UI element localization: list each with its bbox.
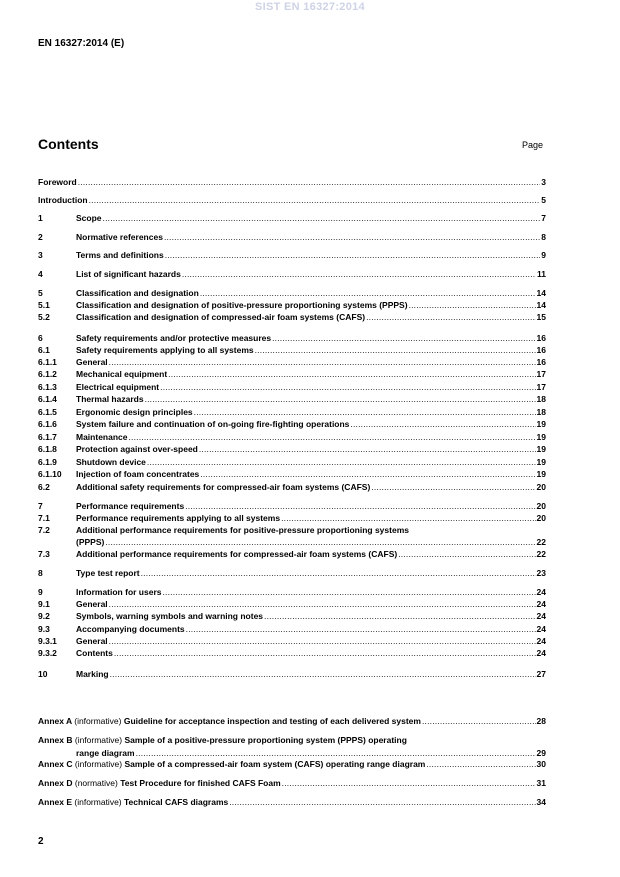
page-column-label: Page [522, 140, 544, 150]
dot-leader [140, 567, 536, 579]
toc-entry-page: 19 [536, 457, 546, 467]
toc-entry-title: Additional safety requirements for compressed-air foam systems (CAFS) [76, 482, 371, 492]
toc-entry-number: 5.1 [38, 300, 50, 310]
annex-title: Sample of a positive-pressure proportioning system (PPPS) operating [124, 735, 407, 745]
toc-entry-page: 15 [536, 312, 546, 322]
toc-entry-page: 14 [536, 300, 546, 310]
toc-entry-page: 20 [536, 513, 546, 523]
toc-entry-title: Performance requirements [76, 501, 185, 511]
annex-kind: (informative) [74, 797, 122, 807]
annex-label: Annex D [38, 778, 73, 788]
dot-leader [113, 647, 536, 659]
toc-entry-page: 24 [536, 587, 546, 597]
dot-leader [108, 356, 536, 368]
toc-entry-title: Injection of foam concentrates [76, 469, 200, 479]
annex-entry-title [38, 796, 228, 808]
toc-entry[interactable] [38, 468, 546, 480]
toc-entry-title: Mechanical equipment [76, 369, 168, 379]
toc-entry[interactable] [38, 610, 546, 622]
toc-entry-number: 6.1.6 [38, 419, 57, 429]
toc-entry-page: 23 [536, 568, 546, 578]
toc-entry-page: 17 [536, 369, 546, 379]
toc-entry-title: Shutdown device [76, 457, 146, 467]
dot-leader [349, 418, 535, 430]
annex-entry-page: 29 [536, 748, 546, 758]
toc-entry-number: 9.2 [38, 611, 50, 621]
annex-entry-page: 30 [536, 759, 546, 769]
dot-leader [199, 468, 535, 480]
toc-entry-page: 19 [536, 469, 546, 479]
dot-leader [108, 598, 536, 610]
toc-entry-number: 9 [38, 587, 43, 597]
toc-entry[interactable] [38, 586, 546, 598]
dot-leader [161, 586, 535, 598]
dot-leader [370, 481, 535, 493]
annex-title-continued: range diagram [76, 748, 135, 758]
annex-entry-title [38, 715, 421, 727]
toc-entry-number: 6.1.10 [38, 469, 62, 479]
toc-entry-title: Information for users [76, 587, 162, 597]
dot-leader [280, 512, 535, 524]
toc-entry-title: Thermal hazards [76, 394, 144, 404]
toc-entry-title: Safety requirements applying to all systems [76, 345, 254, 355]
toc-entry[interactable] [38, 635, 546, 647]
dot-leader [128, 431, 536, 443]
toc-entry[interactable] [38, 548, 546, 560]
dot-leader [185, 623, 536, 635]
toc-entry-number: 3 [38, 250, 43, 260]
toc-entry-title: Normative references [76, 232, 163, 242]
annex-entry[interactable] [38, 715, 546, 727]
toc-entry-page: 20 [536, 501, 546, 511]
dot-leader [365, 311, 535, 323]
dot-leader [164, 249, 541, 261]
toc-entry-page: 24 [536, 599, 546, 609]
toc-entry[interactable] [38, 194, 546, 206]
toc-entry-page: 9 [541, 250, 546, 260]
toc-entry-number: 6.1.1 [38, 357, 57, 367]
toc-entry[interactable] [38, 647, 546, 659]
dot-leader [108, 635, 536, 647]
dot-leader [159, 381, 535, 393]
dot-leader [193, 406, 536, 418]
toc-entry-page: 20 [536, 482, 546, 492]
toc-entry-page: 19 [536, 432, 546, 442]
dot-leader [167, 368, 535, 380]
toc-entry-title: Maintenance [76, 432, 128, 442]
toc-entry-title: General [76, 636, 108, 646]
toc-entry-continuation[interactable] [38, 536, 546, 548]
toc-entry-number: 9.1 [38, 599, 50, 609]
toc-entry[interactable] [38, 456, 546, 468]
toc-entry[interactable] [38, 368, 546, 380]
dot-leader [421, 715, 536, 727]
watermark: SIST EN 16327:2014 [255, 1, 365, 13]
toc-entry-page: 19 [536, 419, 546, 429]
toc-entry-title: Type test report [76, 568, 140, 578]
annex-label: Annex E [38, 797, 73, 807]
toc-entry-page: 11 [537, 269, 546, 279]
toc-entry-title-continued: (PPPS) [76, 537, 105, 547]
toc-entry-page: 17 [536, 382, 546, 392]
toc-entry-number: 9.3.1 [38, 636, 57, 646]
toc-entry-number: 6 [38, 333, 43, 343]
toc-entry-number: 6.2 [38, 482, 50, 492]
toc-entry[interactable] [38, 231, 546, 243]
toc-entry-number: 9.3 [38, 624, 50, 634]
toc-entry-page: 18 [536, 407, 546, 417]
toc-entry-title: Terms and definitions [76, 250, 164, 260]
annex-title: Sample of a compressed-air foam system (CAFS) operating range diagram [124, 759, 426, 769]
toc-entry-page: 22 [536, 549, 546, 559]
toc-entry-title: Symbols, warning symbols and warning notes [76, 611, 264, 621]
annex-kind: (informative) [74, 759, 123, 769]
annex-kind: (informative) [74, 716, 122, 726]
toc-entry[interactable] [38, 287, 546, 299]
annex-label: Annex C [38, 759, 73, 769]
toc-entry[interactable] [38, 299, 546, 311]
toc-entry-page: 22 [536, 537, 546, 547]
toc-entry-number: 4 [38, 269, 43, 279]
toc-entry-page: 24 [536, 611, 546, 621]
dot-leader [88, 194, 541, 206]
toc-entry[interactable] [38, 268, 546, 280]
toc-entry-number: 7.2 [38, 525, 50, 535]
toc-entry-number: 6.1.3 [38, 382, 57, 392]
annex-label: Annex A [38, 716, 72, 726]
toc-entry-title: Classification and designation of positive-pressure proportioning systems (PPPS) [76, 300, 408, 310]
toc-entry-number: 6.1 [38, 345, 50, 355]
toc-entry-title: Marking [76, 669, 109, 679]
toc-entry-title: Accompanying documents [76, 624, 185, 634]
toc-entry-page: 14 [536, 288, 546, 298]
dot-leader [109, 668, 536, 680]
toc-entry-number: 1 [38, 213, 43, 223]
toc-entry-page: 24 [536, 624, 546, 634]
dot-leader [146, 456, 536, 468]
toc-entry-title: Additional performance requirements for compressed-air foam systems (CAFS) [76, 549, 398, 559]
annex-entry-title [38, 777, 281, 789]
document-id: EN 16327:2014 (E) [38, 38, 125, 49]
dot-leader [77, 176, 541, 188]
toc-entry-number: 10 [38, 669, 48, 679]
dot-leader [163, 231, 540, 243]
dot-leader [184, 500, 535, 512]
dot-leader [425, 758, 535, 770]
dot-leader [254, 344, 536, 356]
toc-entry-title: Additional performance requirements for positive-pressure proportioning systems [76, 525, 409, 535]
toc-entry-page: 16 [536, 345, 546, 355]
toc-entry-number: 8 [38, 568, 43, 578]
toc-entry-number: 5 [38, 288, 43, 298]
toc-entry[interactable] [38, 344, 546, 356]
page-title: Contents [38, 136, 99, 152]
toc-entry[interactable] [38, 418, 546, 430]
annex-entry[interactable] [38, 796, 546, 808]
dot-leader [144, 393, 536, 405]
toc-entry-page: 24 [536, 636, 546, 646]
toc-entry[interactable] [38, 249, 546, 261]
toc-entry-title: Ergonomic design principles [76, 407, 193, 417]
toc-entry-title: Performance requirements applying to all systems [76, 513, 281, 523]
page-number: 2 [38, 836, 44, 847]
toc-entry-number: 5.2 [38, 312, 50, 322]
toc-entry[interactable] [38, 481, 546, 493]
toc-entry[interactable] [38, 598, 546, 610]
toc-entry-number: 6.1.4 [38, 394, 57, 404]
toc-entry-title: General [76, 599, 108, 609]
toc-entry[interactable] [38, 500, 546, 512]
toc-entry-page: 5 [541, 195, 546, 205]
toc-entry-title: General [76, 357, 108, 367]
toc-entry-page: 24 [536, 648, 546, 658]
toc-entry-number: 7.3 [38, 549, 50, 559]
toc-entry[interactable] [38, 524, 546, 536]
toc-entry-title: Protection against over-speed [76, 444, 198, 454]
toc-entry[interactable] [38, 623, 546, 635]
toc-entry-title: Contents [76, 648, 113, 658]
annex-entry-page: 31 [536, 778, 546, 788]
annex-kind: (normative) [74, 778, 118, 788]
toc-entry-page: 16 [536, 333, 546, 343]
toc-entry-number: 6.1.7 [38, 432, 57, 442]
toc-entry-title: Introduction [38, 195, 88, 205]
toc-entry[interactable] [38, 431, 546, 443]
annex-title: Technical CAFS diagrams [124, 797, 229, 807]
dot-leader [397, 548, 535, 560]
dot-leader [104, 536, 535, 548]
toc-entry[interactable] [38, 567, 546, 579]
dot-leader [181, 268, 536, 280]
toc-entry-title: Safety requirements and/or protective measures [76, 333, 272, 343]
annex-entry[interactable] [38, 758, 546, 770]
annex-kind: (informative) [74, 735, 123, 745]
dot-leader [228, 796, 535, 808]
toc-entry-title: Classification and designation [76, 288, 199, 298]
toc-entry-title: Electrical equipment [76, 382, 160, 392]
toc-entry-number: 9.3.2 [38, 648, 57, 658]
toc-entry[interactable] [38, 406, 546, 418]
dot-leader [271, 332, 535, 344]
toc-entry-page: 16 [536, 357, 546, 367]
toc-entry-title: Foreword [38, 177, 77, 187]
toc-entry-title: List of significant hazards [76, 269, 181, 279]
dot-leader [102, 212, 541, 224]
annex-entry-title [38, 758, 425, 770]
toc-entry-title: System failure and continuation of on-going fire-fighting operations [76, 419, 350, 429]
toc-entry-number: 7 [38, 501, 43, 511]
toc-entry-number: 6.1.2 [38, 369, 57, 379]
annex-entry-page: 28 [536, 716, 546, 726]
annex-entry-page: 34 [536, 797, 546, 807]
toc-entry[interactable] [38, 356, 546, 368]
toc-entry-page: 27 [536, 669, 546, 679]
toc-entry[interactable] [38, 176, 546, 188]
toc-entry[interactable] [38, 668, 546, 680]
toc-entry-page: 7 [541, 213, 546, 223]
annex-title: Guideline for acceptance inspection and testing of each delivered system [123, 716, 421, 726]
dot-leader [199, 287, 536, 299]
annex-label: Annex B [38, 735, 73, 745]
toc-entry-page: 3 [541, 177, 546, 187]
toc-entry-page: 8 [541, 232, 546, 242]
toc-entry[interactable] [38, 212, 546, 224]
toc-entry-page: 19 [536, 444, 546, 454]
toc-entry-number: 6.1.5 [38, 407, 57, 417]
toc-entry[interactable] [38, 393, 546, 405]
annex-entry[interactable] [38, 734, 546, 746]
annex-title: Test Procedure for finished CAFS Foam [120, 778, 281, 788]
toc-entry[interactable] [38, 332, 546, 344]
toc-entry-title: Scope [76, 213, 102, 223]
annex-entry-title [38, 735, 407, 745]
toc-entry-number: 6.1.9 [38, 457, 57, 467]
dot-leader [408, 299, 536, 311]
toc-entry[interactable] [38, 311, 546, 323]
annex-entry[interactable] [38, 777, 546, 789]
toc-entry-page: 18 [536, 394, 546, 404]
toc-entry-title: Classification and designation of compressed-air foam systems (CAFS) [76, 312, 366, 322]
toc-entry-number: 2 [38, 232, 43, 242]
dot-leader [198, 443, 536, 455]
toc-entry[interactable] [38, 512, 546, 524]
dot-leader [263, 610, 535, 622]
toc-entry-number: 6.1.8 [38, 444, 57, 454]
toc-entry[interactable] [38, 443, 546, 455]
toc-entry[interactable] [38, 381, 546, 393]
toc-entry-number: 7.1 [38, 513, 50, 523]
dot-leader [281, 777, 536, 789]
